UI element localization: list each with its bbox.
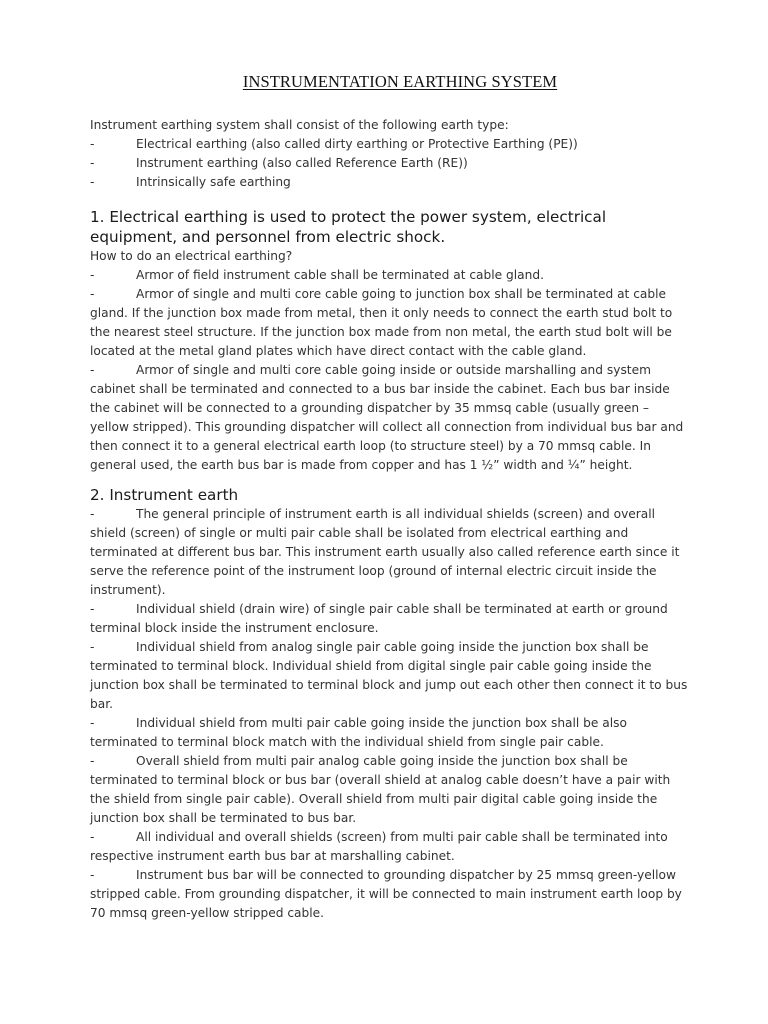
intro-item-text: Instrument earthing (also called Reference Earth (RE)) [136, 156, 468, 170]
intro-lead: Instrument earthing system shall consist of the following earth type: [90, 118, 509, 132]
dash-marker: - [90, 137, 95, 151]
intro-item-text: Intrinsically safe earthing [136, 175, 291, 189]
paragraph-line: terminated at different bus bar. This instrument earth usually also called reference earth since it [90, 545, 680, 559]
paragraph-line: bar. [90, 697, 113, 711]
section2-bullet [90, 638, 712, 657]
bullet-text: Individual shield (drain wire) of single pair cable shall be terminated at earth or ground [136, 602, 668, 616]
dash-marker: - [90, 363, 95, 377]
paragraph-line: respective instrument earth bus bar at marshalling cabinet. [90, 849, 455, 863]
dash-marker: - [90, 868, 95, 882]
intro-list-item [90, 173, 712, 192]
paragraph-line: general used, the earth bus bar is made from copper and has 1 ½” width and ¼” height. [90, 458, 633, 472]
section1-bullet [90, 285, 712, 304]
bullet-text: Armor of single and multi core cable going to junction box shall be terminated at cable [136, 287, 666, 301]
bullet-text: Armor of field instrument cable shall be terminated at cable gland. [136, 268, 544, 282]
bullet-text: Individual shield from analog single pair cable going inside the junction box shall be [136, 640, 649, 654]
paragraph-line: serve the reference point of the instrument loop (ground of internal electric circuit inside the [90, 564, 657, 578]
dash-marker: - [90, 507, 95, 521]
paragraph-line: terminated to terminal block match with the individual shield from single pair cable. [90, 735, 604, 749]
intro-list-item [90, 154, 712, 173]
section2-heading: 2. Instrument earth [90, 486, 239, 504]
bullet-text: Instrument bus bar will be connected to grounding dispatcher by 25 mmsq green-yellow [136, 868, 676, 882]
section2-bullet [90, 866, 712, 885]
bullet-text: Overall shield from multi pair analog cable going inside the junction box shall be [136, 754, 628, 768]
dash-marker: - [90, 830, 95, 844]
section2-bullet [90, 505, 712, 524]
dash-marker: - [90, 640, 95, 654]
dash-marker: - [90, 175, 95, 189]
paragraph-line: junction box shall be terminated to bus bar. [90, 811, 357, 825]
section2-bullet [90, 714, 712, 733]
paragraph-line: terminal block inside the instrument enclosure. [90, 621, 379, 635]
dash-marker: - [90, 716, 95, 730]
dash-marker: - [90, 156, 95, 170]
page-title: INSTRUMENTATION EARTHING SYSTEM [242, 72, 558, 91]
section1-heading: 1. Electrical earthing is used to protect the power system, electrical [90, 208, 607, 226]
paragraph-line: junction box shall be terminated to terminal block and jump out each other then connect it to bus [90, 678, 688, 692]
section2-bullet [90, 600, 712, 619]
paragraph-line: stripped cable. From grounding dispatcher, it will be connected to main instrument earth loop by [90, 887, 682, 901]
bullet-text: Armor of single and multi core cable going inside or outside marshalling and system [136, 363, 651, 377]
paragraph-line: yellow stripped). This grounding dispatcher will collect all connection from individual bus bar and [90, 420, 684, 434]
dash-marker: - [90, 754, 95, 768]
paragraph-line: 70 mmsq green-yellow stripped cable. [90, 906, 325, 920]
paragraph-line: terminated to terminal block. Individual shield from digital single pair cable going inside the [90, 659, 652, 673]
bullet-text: All individual and overall shields (screen) from multi pair cable shall be terminated into [136, 830, 668, 844]
intro-list-item [90, 135, 712, 154]
section2-bullet [90, 752, 712, 771]
paragraph-line: then connect it to a general electrical earth loop (to structure steel) by a 70 mmsq cable. In [90, 439, 651, 453]
section1-question: How to do an electrical earthing? [90, 249, 293, 263]
intro-item-text: Electrical earthing (also called dirty earthing or Protective Earthing (PE)) [136, 137, 578, 151]
dash-marker: - [90, 602, 95, 616]
paragraph-line: terminated to terminal block or bus bar (overall shield at analog cable doesn’t have a pair with [90, 773, 671, 787]
paragraph-line: the nearest steel structure. If the junction box made from non metal, the earth stud bolt will be [90, 325, 672, 339]
dash-marker: - [90, 287, 95, 301]
paragraph-line: the cabinet will be connected to a grounding dispatcher by 35 mmsq cable (usually green – [90, 401, 650, 415]
bullet-text: The general principle of instrument earth is all individual shields (screen) and overall [136, 507, 656, 521]
paragraph-line: located at the metal gland plates which have direct contact with the cable gland. [90, 344, 587, 358]
bullet-text: Individual shield from multi pair cable going inside the junction box shall be also [136, 716, 627, 730]
section1-bullet [90, 266, 712, 285]
document-body [90, 116, 712, 923]
paragraph-line: cabinet shall be terminated and connected to a bus bar inside the cabinet. Each bus bar inside [90, 382, 670, 396]
dash-marker: - [90, 268, 95, 282]
paragraph-line: the shield from single pair cable). Overall shield from multi pair digital cable going inside the [90, 792, 658, 806]
section1-bullet [90, 361, 712, 380]
paragraph-line: shield (screen) of single or multi pair cable shall be isolated from electrical earthing and [90, 526, 629, 540]
section2-bullet [90, 828, 712, 847]
paragraph-line: instrument). [90, 583, 166, 597]
section1-heading-cont: equipment, and personnel from electric shock. [90, 228, 446, 246]
paragraph-line: gland. If the junction box made from metal, then it only needs to connect the earth stud bolt to [90, 306, 673, 320]
